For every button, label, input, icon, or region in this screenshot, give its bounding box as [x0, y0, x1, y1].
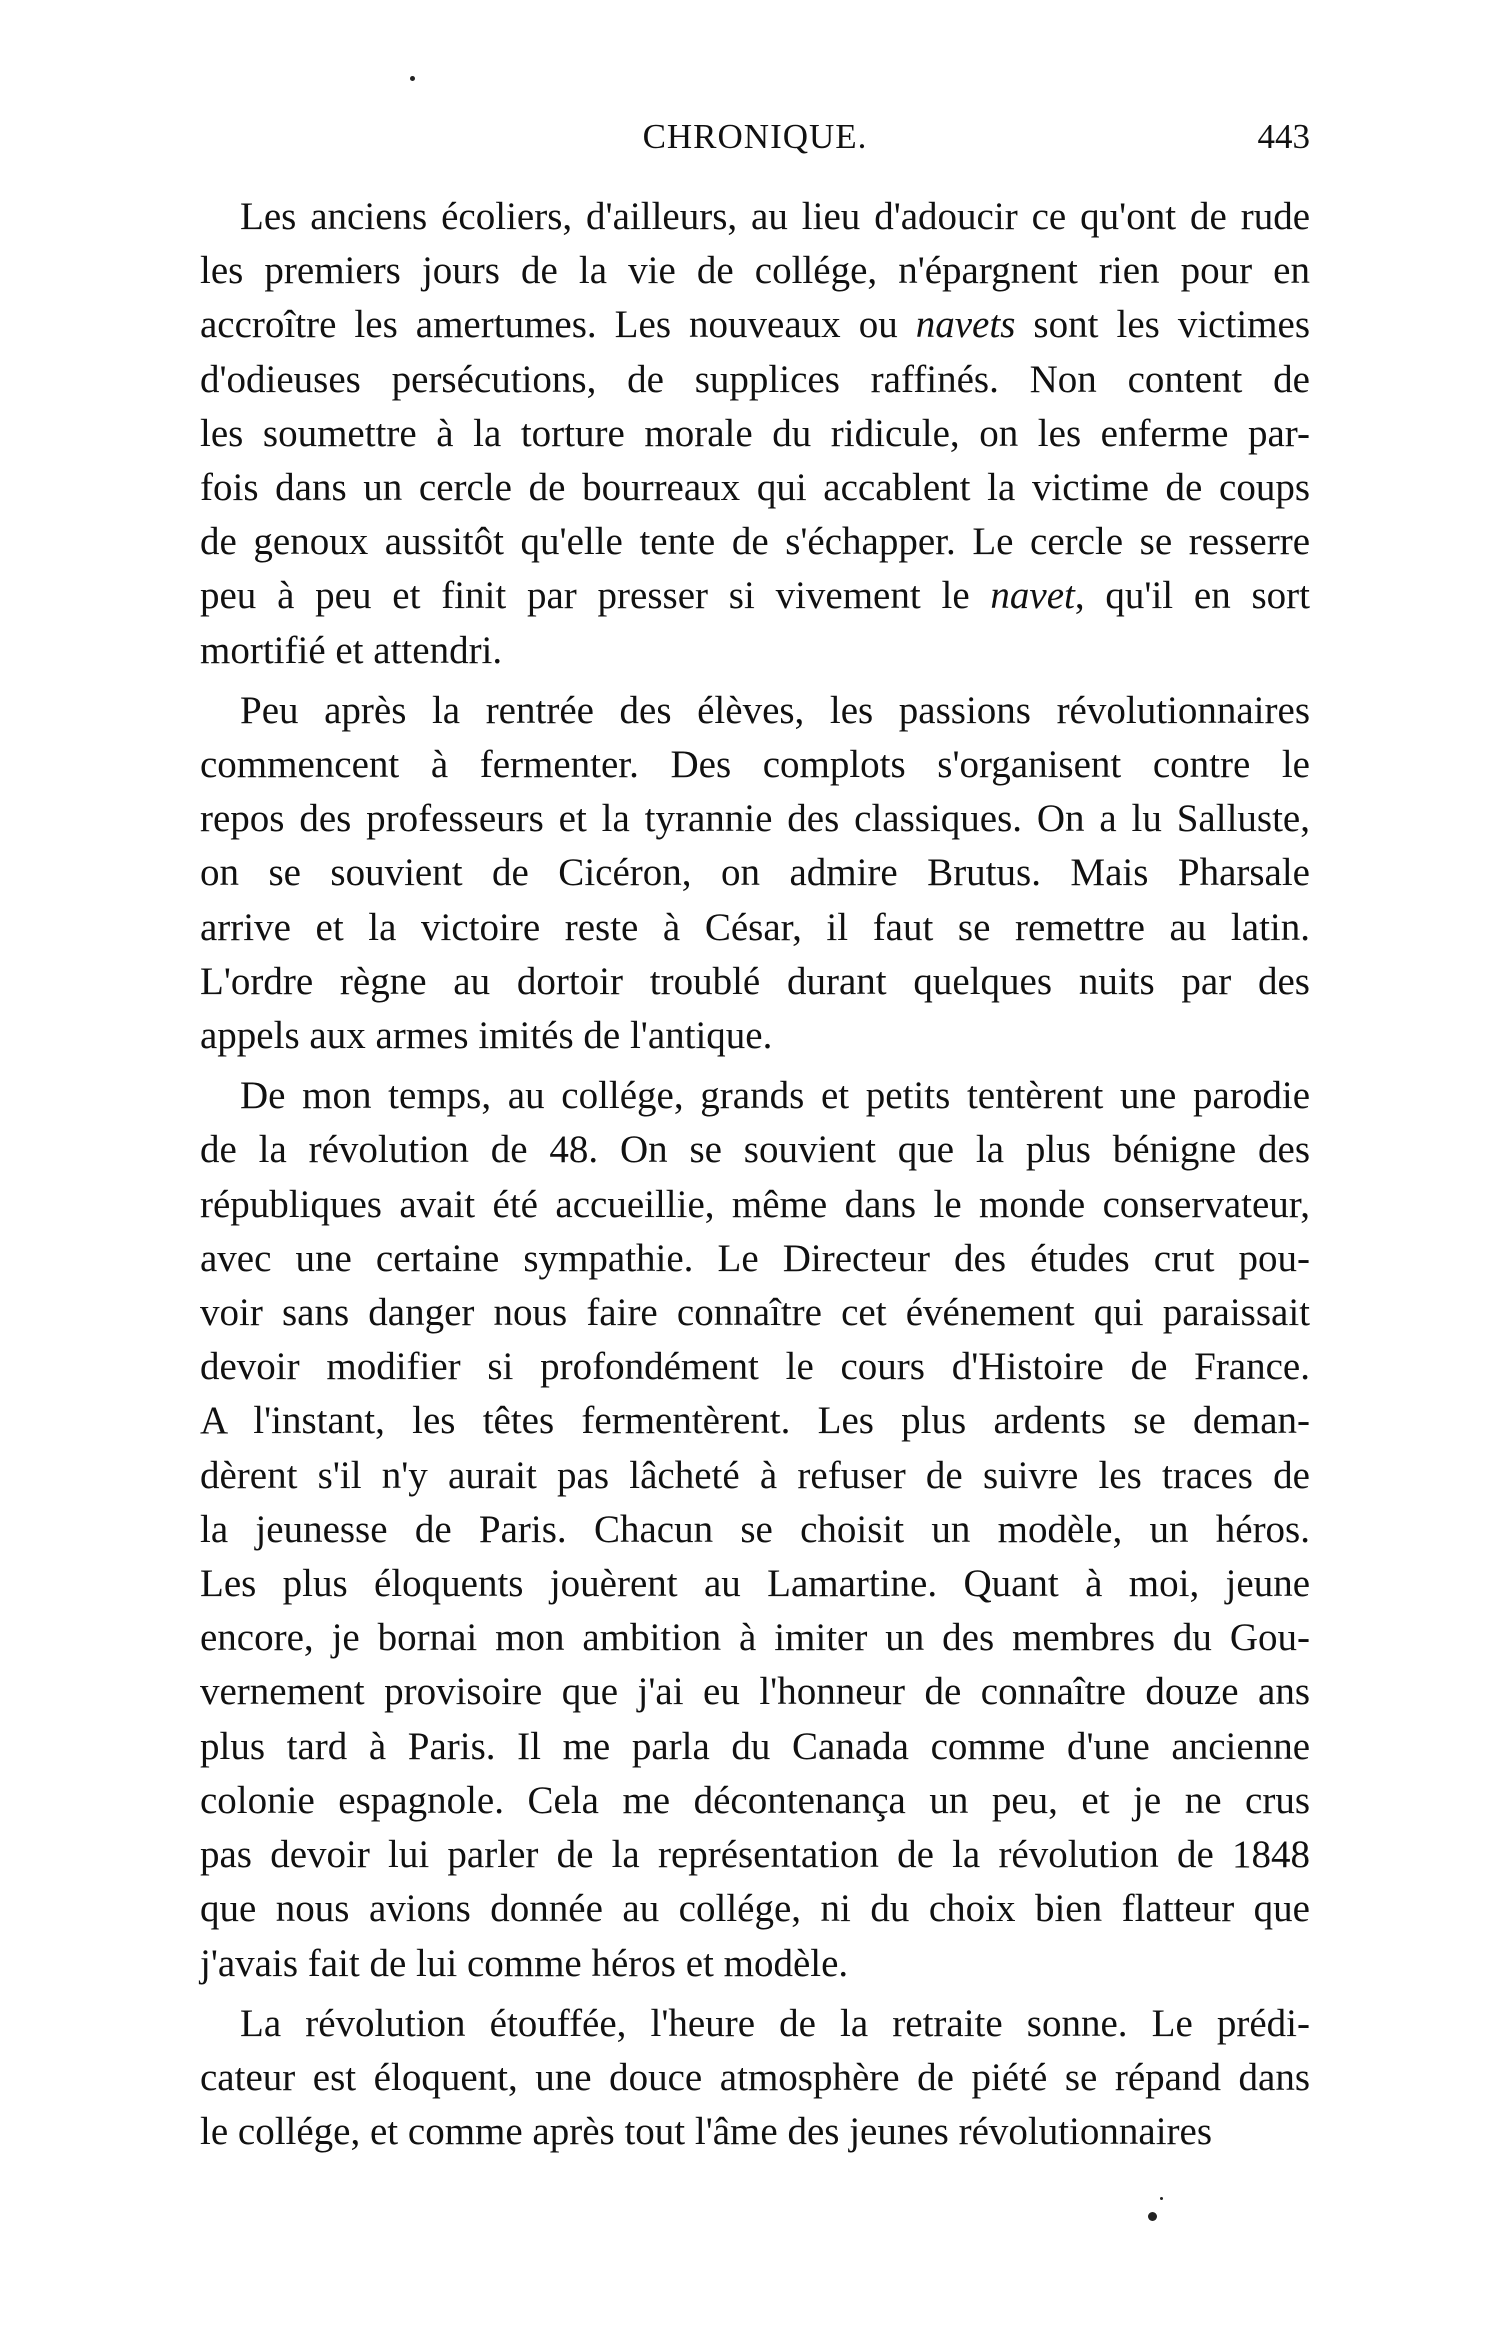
italic-term: navets	[915, 303, 1016, 347]
paragraph	[200, 1997, 1310, 2160]
italic-term: navet	[990, 574, 1075, 618]
text-run: les premiers jours de la vie de collége, n'épargnent rien pour en	[200, 249, 1310, 293]
text-line	[200, 1286, 1310, 1340]
text-line	[200, 738, 1310, 792]
text-line	[200, 1828, 1310, 1882]
text-line	[200, 1882, 1310, 1936]
text-line	[200, 407, 1310, 461]
text-run: accroître les amertumes. Les nouveaux ou	[200, 303, 916, 347]
text-line	[200, 353, 1310, 407]
text-line	[200, 244, 1310, 298]
text-run: commencent à fermenter. Des complots s'organisent contre le	[200, 743, 1310, 787]
text-line	[200, 1503, 1310, 1557]
text-run: mortifié et attendri.	[200, 628, 503, 672]
text-run: La révolution étouffée, l'heure de la retraite sonne. Le prédi-	[240, 2001, 1310, 2045]
text-run: , qu'il en sort	[1074, 574, 1310, 618]
text-run: les soumettre à la torture morale du ridicule, on les enferme par-	[200, 411, 1310, 455]
text-run: repos des professeurs et la tyrannie des classiques. On a lu Salluste,	[200, 797, 1310, 841]
text-line	[200, 2051, 1310, 2105]
text-run: L'ordre règne au dortoir troublé durant quelques nuits par des	[200, 959, 1310, 1003]
running-head	[200, 112, 1310, 162]
text-line	[200, 624, 1310, 678]
text-run: j'avais fait de lui comme héros et modèle.	[200, 1941, 849, 1985]
text-line	[200, 1720, 1310, 1774]
text-run: Les plus éloquents jouèrent au Lamartine. Quant à moi, jeune	[200, 1562, 1310, 1606]
text-line	[200, 901, 1310, 955]
text-run: De mon temps, au collége, grands et petits tentèrent une parodie	[240, 1074, 1310, 1118]
text-run: peu à peu et finit par presser si vivement le	[200, 574, 991, 618]
text-run: encore, je bornai mon ambition à imiter un des membres du Gou-	[200, 1616, 1310, 1660]
text-run: A l'instant, les têtes fermentèrent. Les plus ardents se deman-	[200, 1399, 1310, 1443]
text-line	[200, 1340, 1310, 1394]
text-line	[200, 1232, 1310, 1286]
paragraph	[200, 190, 1310, 678]
text-line	[200, 1394, 1310, 1448]
text-line	[200, 569, 1310, 623]
text-run: républiques avait été accueillie, même dans le monde conservateur,	[200, 1182, 1310, 1226]
text-line	[200, 1997, 1310, 2051]
print-speck	[410, 76, 415, 81]
text-line	[200, 298, 1310, 352]
text-run: arrive et la victoire reste à César, il faut se remettre au latin.	[200, 905, 1310, 949]
print-speck	[1160, 2197, 1163, 2200]
text-line	[200, 2105, 1310, 2159]
page-number: 443	[1257, 117, 1310, 156]
text-line	[200, 1178, 1310, 1232]
text-line	[200, 190, 1310, 244]
text-run: plus tard à Paris. Il me parla du Canada comme d'une ancienne	[200, 1724, 1310, 1768]
text-line	[200, 1665, 1310, 1719]
text-line	[200, 684, 1310, 738]
text-run: la jeunesse de Paris. Chacun se choisit un modèle, un héros.	[200, 1507, 1310, 1551]
text-run: cateur est éloquent, une douce atmosphère de piété se répand dans	[200, 2055, 1310, 2099]
text-run: voir sans danger nous faire connaître cet événement qui paraissait	[200, 1291, 1310, 1335]
text-run: on se souvient de Cicéron, on admire Brutus. Mais Pharsale	[200, 851, 1310, 895]
text-run: que nous avions donnée au collége, ni du choix bien flatteur que	[200, 1887, 1310, 1931]
text-line	[200, 1937, 1310, 1991]
text-run: pas devoir lui parler de la représentation de la révolution de 1848	[200, 1833, 1310, 1877]
text-line	[200, 1069, 1310, 1123]
text-run: dèrent s'il n'y aurait pas lâcheté à refuser de suivre les traces de	[200, 1453, 1310, 1497]
text-line	[200, 1449, 1310, 1503]
paragraph	[200, 684, 1310, 1063]
text-run: de genoux aussitôt qu'elle tente de s'échapper. Le cercle se resserre	[200, 520, 1310, 564]
text-run: vernement provisoire que j'ai eu l'honneur de connaître douze ans	[200, 1670, 1310, 1714]
text-run: appels aux armes imités de l'antique.	[200, 1014, 773, 1058]
text-run: de la révolution de 48. On se souvient que la plus bénigne des	[200, 1128, 1310, 1172]
text-run: devoir modifier si profondément le cours d'Histoire de France.	[200, 1345, 1310, 1389]
body-text	[200, 190, 1310, 2165]
text-line	[200, 515, 1310, 569]
text-run: le collége, et comme après tout l'âme des jeunes révolutionnaires	[200, 2110, 1213, 2154]
text-run: avec une certaine sympathie. Le Directeur des études crut pou-	[200, 1236, 1310, 1280]
text-run: Les anciens écoliers, d'ailleurs, au lieu d'adoucir ce qu'ont de rude	[240, 195, 1310, 238]
running-title: CHRONIQUE.	[642, 117, 868, 156]
text-line	[200, 1774, 1310, 1828]
text-run: d'odieuses persécutions, de supplices raffinés. Non content de	[200, 357, 1310, 401]
text-line	[200, 1123, 1310, 1177]
text-run: sont les victimes	[1015, 303, 1310, 347]
print-speck	[1148, 2212, 1157, 2221]
text-line	[200, 846, 1310, 900]
text-line	[200, 792, 1310, 846]
text-line	[200, 1557, 1310, 1611]
text-run: fois dans un cercle de bourreaux qui accablent la victime de coups	[200, 466, 1310, 510]
text-run: Peu après la rentrée des élèves, les passions révolutionnaires	[240, 688, 1310, 732]
text-line	[200, 1611, 1310, 1665]
text-line	[200, 461, 1310, 515]
text-line	[200, 955, 1310, 1009]
paragraph	[200, 1069, 1310, 1990]
text-line	[200, 1009, 1310, 1063]
text-run: colonie espagnole. Cela me décontenança un peu, et je ne crus	[200, 1778, 1310, 1822]
